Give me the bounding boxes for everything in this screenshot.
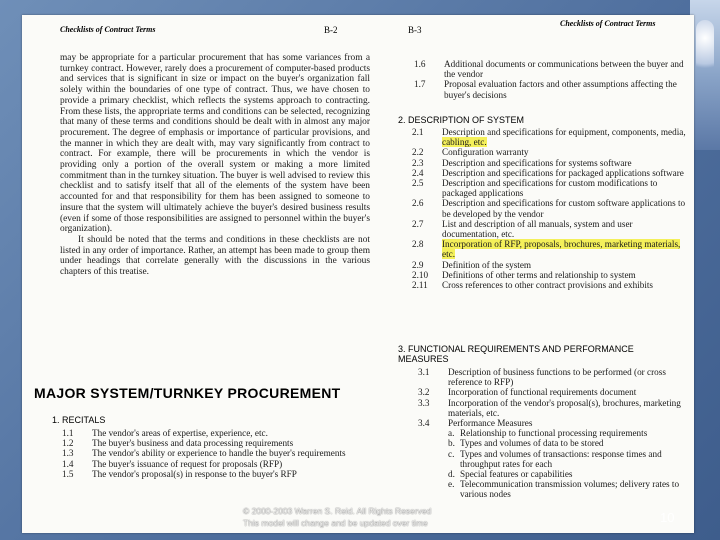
- item-number: 2.1: [412, 127, 424, 137]
- item-text: Incorporation of functional requirements document: [448, 387, 637, 398]
- item-text: Description and specifications for systems software: [442, 157, 632, 168]
- list-item: [62, 438, 362, 448]
- intro-paragraph: It should be noted that the terms and conditions in these checklists are not listed in any order of importance. Rather, an attempt has been made to group them under headings that correlate generally with the discussions in the various chapters of this treatise.: [60, 234, 370, 278]
- page-label: B-2: [324, 25, 338, 35]
- list-item: [62, 469, 362, 479]
- item-text: Description and specifications for custom modifications to packaged applications: [442, 178, 658, 199]
- list-item: [412, 219, 688, 239]
- sub-item: [448, 449, 688, 469]
- list-item: [418, 387, 688, 397]
- sub-item-letter: a.: [448, 428, 455, 439]
- item-number: 2.8: [412, 239, 424, 250]
- item-number: 3.2: [418, 387, 430, 398]
- item-number: 2.7: [412, 218, 424, 229]
- item-number: 1.2: [62, 438, 74, 449]
- item-text: Description and specifications for equipment, components, media,: [442, 127, 686, 137]
- system-description-list: [412, 127, 688, 290]
- list-item: [62, 428, 362, 438]
- running-head: Checklists of Contract Terms: [60, 25, 156, 34]
- slide-number: 10: [660, 510, 675, 525]
- item-number: 1.6: [414, 59, 426, 69]
- sub-item-text: Relationship to functional processing requirements: [460, 428, 648, 439]
- list-item: [412, 147, 688, 157]
- page-label: B-3: [408, 25, 422, 35]
- recitals-list: [62, 428, 362, 479]
- section-title: 1. RECITALS: [52, 415, 106, 425]
- list-item: [62, 448, 362, 458]
- list-item: [418, 367, 688, 387]
- list-item: [412, 260, 688, 270]
- item-number: 3.3: [418, 397, 430, 408]
- item-number: 2.10: [412, 269, 429, 280]
- sub-item-text: Special features or capabilities: [460, 469, 573, 480]
- section-title: 3. FUNCTIONAL REQUIREMENTS AND PERFORMANCE MEASURES: [398, 344, 634, 364]
- item-text: Additional documents or communications between the buyer and the vendor: [444, 59, 684, 80]
- item-text: Incorporation of the vendor's proposal(s), brochures, marketing materials, etc.: [448, 397, 681, 418]
- sub-item: [448, 469, 688, 479]
- item-number: 1.3: [62, 448, 74, 459]
- item-number: 3.4: [418, 418, 430, 429]
- item-text: Configuration warranty: [442, 147, 529, 158]
- item-text: The buyer's issuance of request for proposals (RFP): [92, 458, 283, 469]
- item-text: Description of business functions to be performed (or cross reference to RFP): [448, 367, 666, 388]
- item-number: 2.4: [412, 167, 424, 178]
- item-text: The vendor's proposal(s) in response to the buyer's RFP: [92, 468, 297, 479]
- list-item: [414, 59, 688, 79]
- item-text: Definitions of other terms and relationship to system: [442, 269, 636, 280]
- item-text: The vendor's areas of expertise, experience, etc.: [92, 428, 268, 438]
- item-text: Proposal evaluation factors and other assumptions affecting the buyer's decisions: [444, 79, 677, 100]
- item-text: The vendor's ability or experience to handle the buyer's requirements: [92, 448, 346, 459]
- left-page: [34, 23, 374, 528]
- intro-paragraph: may be appropriate for a particular procurement that has some variances from a turnkey contract. However, rarely does a procurement of computer-based products and services that is significant in size or impact on the buyer's organization fall solely within the boundaries of one type of contract. Thus, we have chosen to provide a primary checklist, which reflects the systems approach to contracting. From these lists, the appropriate terms and conditions can be selected, recognizing that many of these terms and conditions should be dealt with in almost any major procurement. The degree of emphasis or importance of particular provisions, and the manner in which they are dealt with, may vary significantly from contract to contract. For example, there will be procurements in which the vendor is providing only a portion of the overall system or making a more limited commitment than in the turnkey situation. The buyer is well advised to review this checklist and to satisfy itself that all of the elements of the system have been accounted for and that responsibility for them has been assigned to someone to insure that the system will ultimately achieve the buyer's desired business results (even if some of those responsibilities are assigned to personnel within the buyer's organization).: [60, 53, 370, 235]
- list-item: [412, 239, 688, 259]
- performance-measures-sublist: [418, 428, 688, 499]
- list-item: [418, 398, 688, 418]
- list-item: [412, 280, 688, 290]
- item-number: 1.4: [62, 458, 74, 469]
- functional-requirements-list: [418, 367, 688, 500]
- item-number: 3.1: [418, 367, 430, 377]
- right-page: [400, 19, 692, 524]
- item-number: 1.5: [62, 468, 74, 479]
- item-text: Performance Measures: [448, 418, 533, 429]
- item-text: List and description of all manuals, system and user documentation, etc.: [442, 218, 633, 240]
- sub-item-letter: e.: [448, 479, 455, 490]
- list-item: [412, 178, 688, 198]
- copyright-notice: © 2000-2003 Warren S. Reid. All Rights Reserved: [243, 506, 432, 516]
- list-item: [412, 168, 688, 178]
- item-text: Description and specifications for custom software applications to be developed by the vendor: [442, 198, 686, 219]
- section-title: 2. DESCRIPTION OF SYSTEM: [398, 115, 525, 125]
- list-item: [62, 459, 362, 469]
- highlighted-text: Incorporation of RFP, proposals, brochures, marketing materials, etc.: [442, 239, 681, 260]
- list-item: [414, 79, 688, 99]
- item-number: 1.7: [414, 79, 426, 90]
- item-number: 2.11: [412, 280, 428, 291]
- sub-item-text: Types and volumes of transactions: response times and throughput rates for each: [460, 448, 662, 469]
- item-number: 2.9: [412, 259, 424, 270]
- sub-item-letter: b.: [448, 438, 455, 449]
- list-item: [412, 198, 688, 218]
- list-item: [412, 270, 688, 280]
- item-text: Definition of the system: [442, 259, 532, 270]
- slide-corner-decoration: [690, 0, 720, 150]
- item-number: 2.6: [412, 198, 424, 209]
- intro-text: [60, 53, 370, 278]
- item-number: 2.3: [412, 157, 424, 168]
- sub-item: [448, 438, 688, 448]
- item-number: 1.1: [62, 428, 74, 438]
- item-text: Description and specifications for packaged applications software: [442, 167, 684, 178]
- item-text: Cross references to other contract provisions and exhibits: [442, 280, 653, 291]
- sub-item: [448, 479, 688, 499]
- sub-item: [448, 428, 688, 438]
- sub-item-text: Types and volumes of data to be stored: [460, 438, 604, 449]
- list-item: [418, 418, 688, 428]
- item-number: 2.5: [412, 178, 424, 189]
- sub-item-letter: d.: [448, 469, 455, 480]
- list-item: [412, 158, 688, 168]
- highlighted-text: cabling, etc.: [442, 137, 487, 148]
- top-items-list: [414, 59, 688, 100]
- scanned-document: [22, 15, 694, 533]
- running-head: Checklists of Contract Terms: [560, 19, 656, 28]
- item-number: 2.2: [412, 147, 424, 158]
- update-note: This model will change and be updated over time: [243, 518, 428, 528]
- sub-item-text: Telecommunication transmission volumes; delivery rates to various nodes: [460, 479, 680, 500]
- major-heading: MAJOR SYSTEM/TURNKEY PROCUREMENT: [34, 385, 341, 401]
- sub-item-letter: c.: [448, 448, 455, 459]
- item-text: The buyer's business and data processing requirements: [92, 438, 294, 449]
- list-item: [412, 127, 688, 147]
